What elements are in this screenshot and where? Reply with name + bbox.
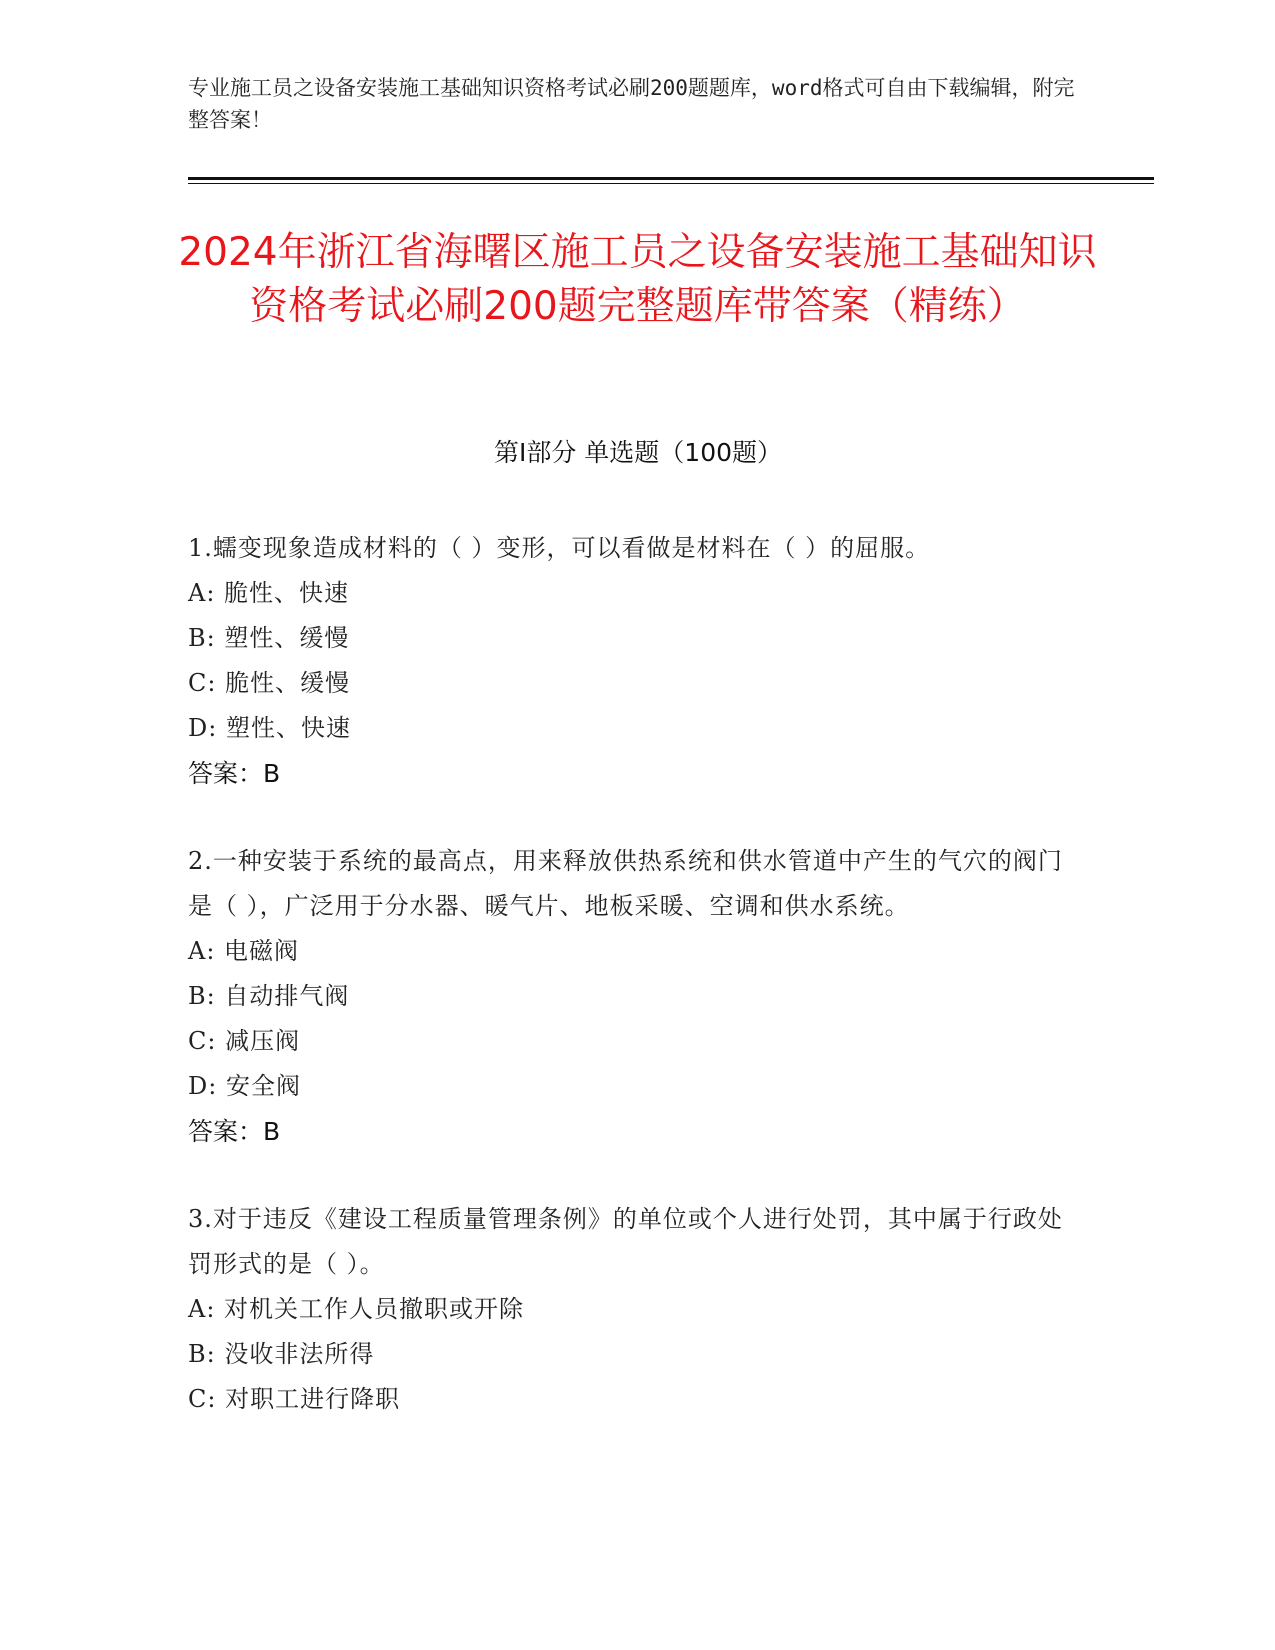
- answer: 答案：B: [188, 1117, 281, 1146]
- option-c: C: 减压阀: [188, 1027, 301, 1055]
- question-2: [188, 839, 1068, 1154]
- option-d: D: 安全阀: [188, 1072, 301, 1100]
- option-a: A: 对机关工作人员撤职或开除: [188, 1295, 525, 1323]
- header-divider-thick: [188, 177, 1154, 180]
- option-a: A: 脆性、快速: [188, 579, 350, 607]
- option-a: A: 电磁阀: [188, 937, 300, 965]
- option-d: D: 塑性、快速: [188, 714, 351, 742]
- option-c: C: 对职工进行降职: [188, 1385, 401, 1413]
- answer: 答案：B: [188, 759, 281, 788]
- question-list: [188, 526, 1068, 1465]
- option-b: B: 没收非法所得: [188, 1340, 375, 1368]
- question-stem: 2.一种安装于系统的最高点，用来释放供热系统和供水管道中产生的气穴的阀门是（ ），广泛用于分水器、暖气片、地板采暖、空调和供水系统。: [188, 847, 1063, 920]
- question-1: [188, 526, 1068, 796]
- header-note: 专业施工员之设备安装施工基础知识资格考试必刷200题题库，word格式可自由下载编辑，附完整答案！: [188, 76, 1075, 132]
- document-title: 2024年浙江省海曙区施工员之设备安装施工基础知识资格考试必刷200题完整题库带答案（精练）: [178, 230, 1097, 329]
- section-title: 第I部分 单选题（100题）: [493, 438, 783, 467]
- question-stem: 1.蠕变现象造成材料的（ ）变形，可以看做是材料在（ ）的屈服。: [188, 534, 931, 562]
- header-divider-thin: [188, 183, 1154, 184]
- question-stem: 3.对于违反《建设工程质量管理条例》的单位或个人进行处罚，其中属于行政处罚形式的是（ ）。: [188, 1205, 1063, 1278]
- option-c: C: 脆性、缓慢: [188, 669, 351, 697]
- option-b: B: 塑性、缓慢: [188, 624, 350, 652]
- option-b: B: 自动排气阀: [188, 982, 350, 1010]
- question-3: [188, 1197, 1068, 1422]
